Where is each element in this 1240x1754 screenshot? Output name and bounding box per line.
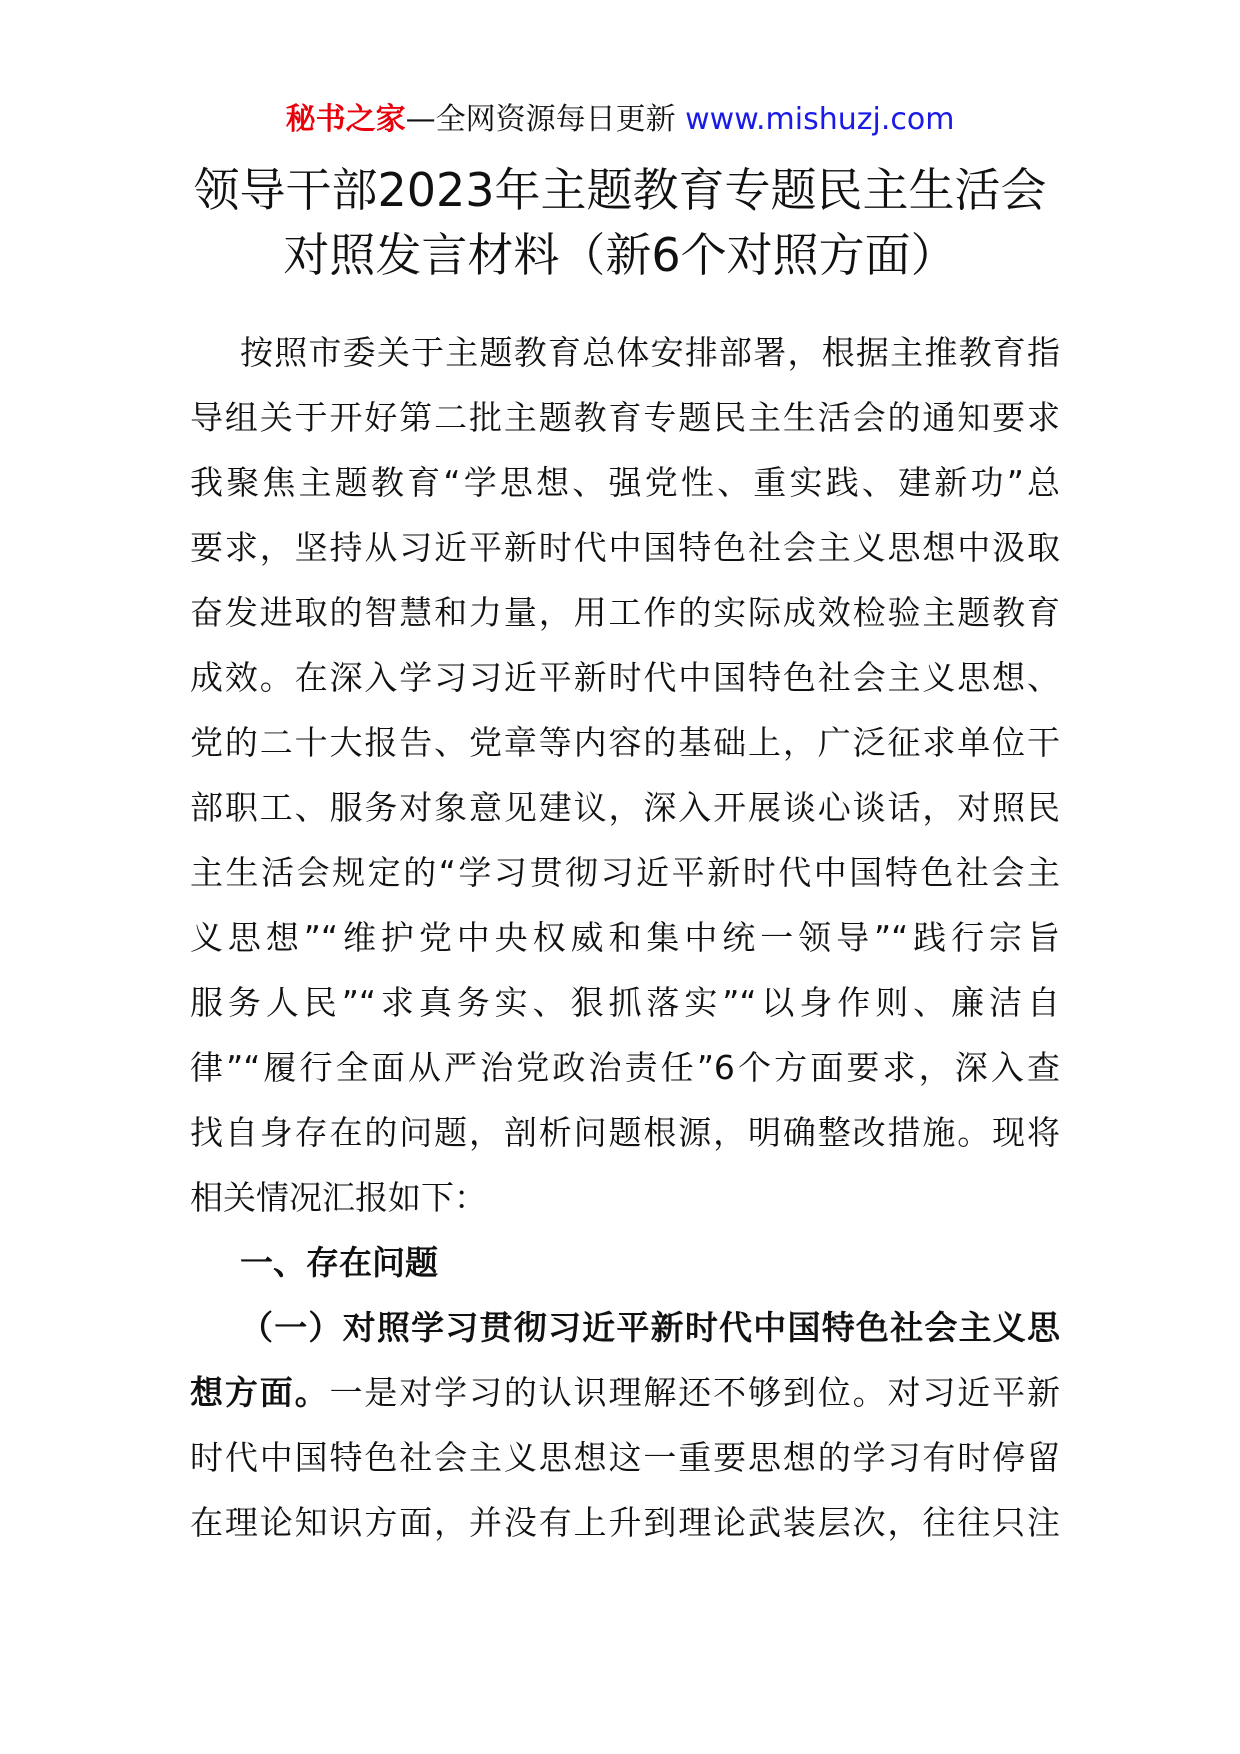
site-header: [0, 100, 1240, 140]
paragraph-line: 成效。在深入学习习近平新时代中国特色社会主义思想、: [190, 658, 1060, 697]
paragraph-line: 导组关于开好第二批主题教育专题民主生活会的通知要求: [190, 398, 1060, 437]
paragraph-line: 在理论知识方面，并没有上升到理论武装层次，往往只注: [190, 1503, 1060, 1542]
brand-name: 秘书之家: [285, 102, 406, 137]
paragraph-line: 我聚焦主题教育“学思想、强党性、重实践、建新功”总: [190, 463, 1060, 502]
header-tagline: —全网资源每日更新: [405, 102, 676, 137]
subsection-heading: （一）对照学习贯彻习近平新时代中国特色社会主义思: [240, 1308, 1060, 1347]
paragraph-line: 按照市委关于主题教育总体安排部署，根据主推教育指: [240, 333, 1060, 372]
paragraph-line: 要求，坚持从习近平新时代中国特色社会主义思想中汲取: [190, 528, 1060, 567]
paragraph-line: 义思想”“维护党中央权威和集中统一领导”“践行宗旨: [190, 918, 1060, 957]
paragraph-line: 时代中国特色社会主义思想这一重要思想的学习有时停留: [190, 1438, 1060, 1477]
paragraph-line: 党的二十大报告、党章等内容的基础上，广泛征求单位干: [190, 723, 1060, 762]
paragraph-line: 相关情况汇报如下：: [190, 1178, 487, 1217]
document-title-line-2: 对照发言材料（新6个对照方面）: [283, 228, 957, 282]
paragraph-line: [190, 1360, 1060, 1425]
subsection-heading-end: 想方面。: [190, 1373, 330, 1412]
paragraph-line: 服务人民”“求真务实、狠抓落实”“以身作则、廉洁自: [190, 983, 1060, 1022]
paragraph-line: 奋发进取的智慧和力量，用工作的实际成效检验主题教育: [190, 593, 1060, 632]
site-url-link[interactable]: www.mishuzj.com: [685, 102, 955, 137]
document-title-line-1: 领导干部2023年主题教育专题民主生活会: [193, 163, 1047, 217]
paragraph-line: 主生活会规定的“学习贯彻习近平新时代中国特色社会主: [190, 853, 1060, 892]
paragraph-line: 找自身存在的问题，剖析问题根源，明确整改措施。现将: [190, 1113, 1060, 1152]
paragraph-text: 一是对学习的认识理解还不够到位。对习近平新: [329, 1373, 1060, 1412]
section-heading: 一、存在问题: [240, 1243, 438, 1282]
document-body: [190, 320, 1060, 1555]
paragraph-line: 律”“履行全面从严治党政治责任”6个方面要求，深入查: [190, 1048, 1060, 1087]
paragraph-line: 部职工、服务对象意见建议，深入开展谈心谈话，对照民: [190, 788, 1060, 827]
